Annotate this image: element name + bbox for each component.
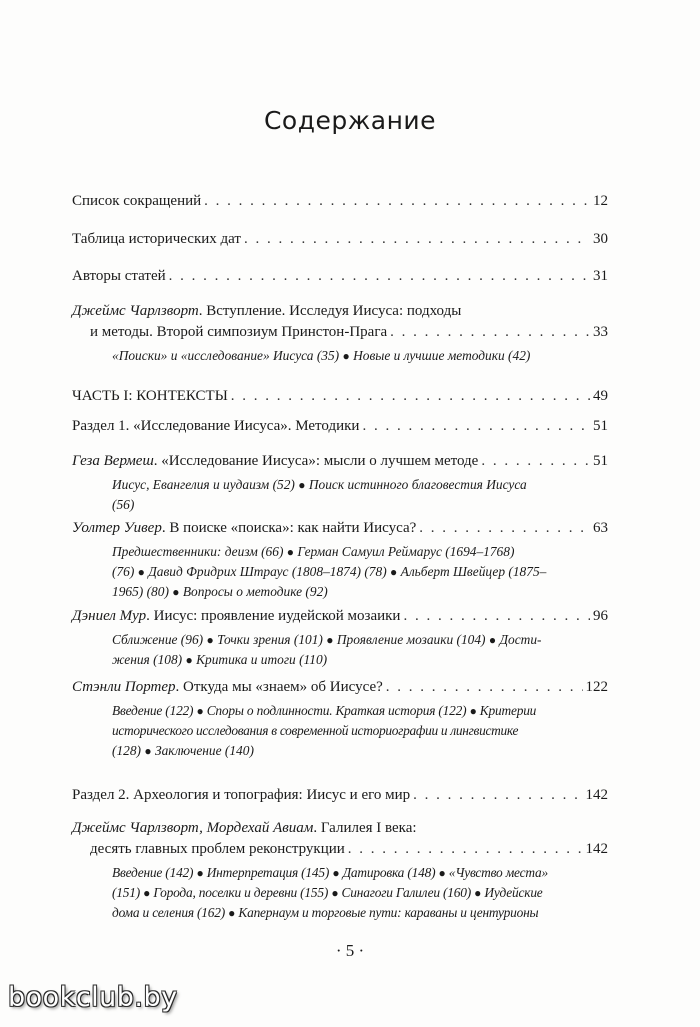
bullet: ●	[185, 653, 193, 667]
subtopics	[112, 474, 602, 496]
leader-dots	[390, 322, 590, 342]
bullet: ●	[196, 704, 204, 718]
toc-entry-label: Авторы статей	[72, 268, 166, 284]
toc-entry-label	[72, 518, 416, 538]
subtopic: (128)	[112, 743, 142, 758]
author-name: Джеймс Чарлзворт	[72, 303, 199, 319]
subtopic: Датировка (148)	[342, 865, 436, 880]
subtopics	[112, 700, 602, 722]
bullet: ●	[144, 744, 152, 758]
subtopic: Критерии	[479, 703, 537, 718]
subtopic: Синагоги Галилеи (160)	[341, 885, 471, 900]
leader-dots	[386, 677, 583, 697]
subtopic: Вопросы о методике (92)	[182, 584, 328, 599]
subtopic: Критика и итоги (110)	[196, 652, 328, 667]
bullet: ●	[342, 349, 350, 363]
toc-page-number: 142	[585, 787, 608, 803]
leader-dots	[204, 191, 590, 211]
subtopic: (56)	[112, 497, 135, 512]
toc-entry-introduction[interactable]	[72, 301, 608, 321]
entry-title: . Вступление. Исследуя Иисуса: подходы	[198, 303, 462, 319]
bullet: ●	[143, 886, 151, 900]
toc-entry-section2[interactable]	[72, 785, 608, 805]
toc-entry-authors[interactable]	[72, 266, 608, 286]
bullet: ●	[469, 704, 477, 718]
toc-entry-vermes[interactable]	[72, 451, 608, 471]
toc-entry-introduction-cont[interactable]	[90, 322, 608, 342]
toc-page-number: 30	[593, 231, 608, 247]
bullet: ●	[286, 545, 295, 559]
bullet: ●	[438, 866, 446, 880]
entry-title-cont: и методы. Второй симпозиум Принстон-Прага	[90, 324, 388, 340]
subtopic: Альберт Швейцер (1875–	[400, 564, 547, 579]
subtopic: Предшественники: деизм (66)	[112, 544, 284, 559]
entry-title: . Иисус: проявление иудейской мозаики	[146, 608, 401, 624]
subtopic: Введение (142)	[112, 865, 194, 880]
bullet: ●	[488, 633, 497, 647]
toc-entry-label	[72, 677, 383, 697]
leader-dots	[244, 229, 590, 249]
toc-page-number: 96	[593, 608, 608, 624]
author-name: Джеймс Чарлзворт, Мордехай Авиам	[72, 820, 314, 836]
toc-entry-galilee-cont[interactable]	[90, 839, 608, 859]
subtopics	[112, 581, 602, 603]
subtopic: «Чувство места»	[448, 865, 548, 880]
subtopics	[112, 902, 602, 924]
subtopic: Новые и лучшие методики (42)	[353, 348, 531, 363]
subtopics	[112, 494, 602, 515]
subtopic: «Поиски» и «исследование» Иисуса (35)	[112, 348, 340, 363]
subtopic: (76)	[112, 564, 135, 579]
subtopic: Введение (122)	[112, 703, 194, 718]
bullet: ●	[206, 633, 214, 647]
toc-entry-weaver[interactable]	[72, 518, 608, 538]
toc-entry-label: Список сокращений	[72, 193, 202, 209]
leader-dots	[413, 785, 582, 805]
subtopic: Сближение (96)	[112, 632, 204, 647]
toc-entry-galilee[interactable]	[72, 818, 608, 838]
leader-dots	[403, 606, 590, 626]
author-name: Геза Вермеш	[72, 453, 154, 469]
toc-page-number: 142	[585, 841, 608, 857]
subtopic: (151)	[112, 885, 141, 900]
subtopics	[112, 720, 602, 741]
toc-page-number: 122	[585, 679, 608, 695]
entry-title-cont: десять главных проблем реконструкции	[90, 841, 345, 857]
toc-entry-dates[interactable]	[72, 229, 608, 249]
subtopic: 1965) (80)	[112, 584, 169, 599]
toc-entry-label: Таблица исторических дат	[72, 231, 241, 247]
subtopics	[112, 649, 602, 671]
toc-entry-porter[interactable]	[72, 677, 608, 697]
toc-entry-label	[72, 606, 400, 626]
subtopic: дома и селения (162)	[112, 905, 225, 920]
toc-page-number: 31	[593, 268, 608, 284]
subtopic: Заключение (140)	[154, 743, 254, 758]
bullet: ●	[331, 886, 339, 900]
author-name: Уолтер Уивер	[72, 520, 162, 536]
bullet: ●	[172, 585, 180, 599]
entry-title: . «Исследование Иисуса»: мысли о лучшем методе	[153, 453, 479, 469]
toc-entry-section1[interactable]	[72, 416, 608, 436]
subtopics	[112, 561, 602, 583]
toc-page-number: 51	[593, 453, 608, 469]
subtopic: Давид Фридрих Штраус (1808–1874) (78)	[148, 564, 387, 579]
bullet: ●	[326, 633, 334, 647]
leader-dots	[348, 839, 583, 859]
toc-entry-label: ЧАСТЬ I: КОНТЕКСТЫ	[72, 388, 228, 404]
subtopic: исторического исследования в современной историографии и лингвистике	[112, 723, 519, 738]
subtopic: Иудейские	[484, 885, 543, 900]
toc-entry-label	[72, 451, 478, 471]
subtopic: Дости-	[499, 632, 542, 647]
toc-page-number: 51	[593, 418, 608, 434]
page-title: Содержание	[263, 106, 437, 135]
subtopic: Споры о подлинности. Краткая история (122)	[206, 703, 467, 718]
leader-dots	[362, 416, 590, 436]
author-name: Дэниел Мур	[72, 608, 147, 624]
bullet: ●	[332, 866, 340, 880]
bullet: ●	[228, 906, 236, 920]
toc-entry-label	[72, 818, 417, 838]
subtopic: Иисус, Евангелия и иудаизм (52)	[112, 477, 295, 492]
toc-entry-label: Раздел 1. «Исследование Иисуса». Методики	[72, 418, 360, 434]
page-number: · 5 ·	[335, 941, 365, 960]
subtopics	[112, 882, 602, 904]
toc-page-number: 49	[593, 388, 608, 404]
subtopics	[112, 629, 602, 651]
subtopics	[112, 345, 602, 367]
leader-dots	[231, 386, 590, 406]
toc-page-number: 63	[593, 520, 608, 536]
toc-entry-moore[interactable]	[72, 606, 608, 626]
entry-title: . Откуда мы «знаем» об Иисусе?	[175, 679, 383, 695]
entry-title: . В поиске «поиска»: как найти Иисуса?	[161, 520, 417, 536]
watermark: bookclub.by	[8, 982, 178, 1013]
toc-page-number: 33	[593, 324, 608, 340]
toc-entry-abbreviations[interactable]	[72, 191, 608, 211]
subtopic: Точки зрения (101)	[217, 632, 323, 647]
subtopic: жения (108)	[112, 652, 183, 667]
toc-page-number: 12	[593, 193, 608, 209]
subtopics	[112, 541, 602, 563]
subtopic: Интерпретация (145)	[206, 865, 330, 880]
subtopic: Герман Самуил Реймарус (1694–1768)	[297, 544, 515, 559]
bullet: ●	[298, 478, 306, 492]
subtopic: Капернаум и торговые пути: караваны и центурионы	[238, 905, 539, 920]
bullet: ●	[474, 886, 482, 900]
toc-entry-part1[interactable]	[72, 386, 608, 406]
leader-dots	[481, 451, 590, 471]
subtopic: Поиск истинного благовестия Иисуса	[308, 477, 527, 492]
subtopics	[112, 740, 602, 762]
leader-dots	[169, 266, 590, 286]
bullet: ●	[196, 866, 204, 880]
entry-title: . Галилея I века:	[313, 820, 417, 836]
subtopic: Города, поселки и деревни (155)	[153, 885, 329, 900]
leader-dots	[419, 518, 590, 538]
subtopics	[112, 862, 602, 884]
toc-entry-label: Раздел 2. Археология и топография: Иисус и его мир	[72, 787, 411, 803]
toc-entry-label	[72, 301, 461, 321]
bullet: ●	[390, 565, 398, 579]
bullet: ●	[137, 565, 145, 579]
subtopic: Проявление мозаики (104)	[336, 632, 486, 647]
author-name: Стэнли Портер	[72, 679, 176, 695]
